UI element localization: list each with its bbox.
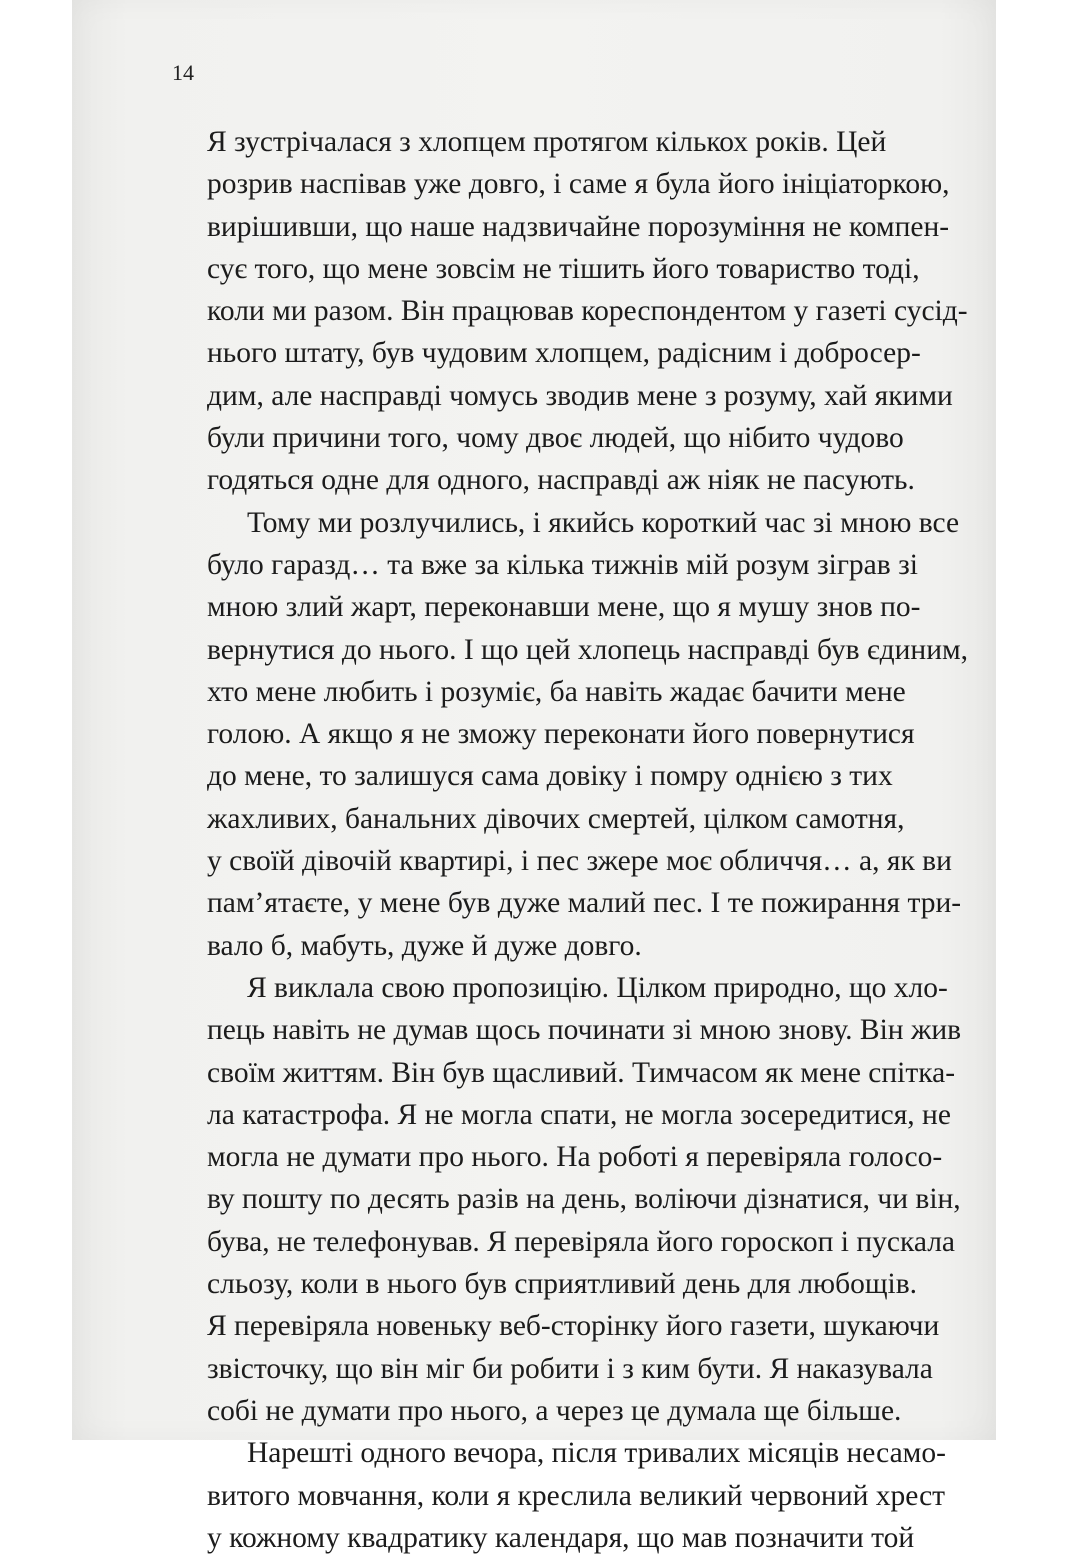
text-line: пам’ятаєте, у мене був дуже малий пес. І те пожирання три- (207, 887, 962, 920)
text-line: ла катастрофа. Я не могла спати, не могла зосередитися, не (207, 1098, 951, 1131)
text-line: пець навіть не думав щось починати зі мною знову. Він жив (207, 1014, 962, 1047)
text-line: голою. А якщо я не зможу переконати його повернутися (207, 718, 915, 751)
text-line: Я зустрічалася з хлопцем протягом кількох років. Цей (207, 126, 887, 158)
text-line: вало б, мабуть, дуже й дуже довго. (207, 929, 642, 962)
text-line: звісточку, що він міг би робити і з ким бути. Я наказувала (207, 1352, 933, 1385)
text-line: до мене, то залишуся сама довіку і помру однією з тих (207, 760, 893, 793)
body-text (207, 121, 969, 1559)
text-line: розрив наспівав уже довго, і саме я була його ініціаторкою, (207, 168, 950, 201)
text-line: бува, не телефонував. Я перевіряла його гороскоп і пускала (207, 1225, 956, 1258)
text-line: годяться одне для одного, насправді аж ніяк не пасують. (207, 464, 915, 497)
text-line: жахливих, банальних дівочих смертей, цілком самотня, (207, 802, 905, 835)
text-line: витого мовчання, коли я креслила великий червоний хрест (207, 1479, 946, 1512)
text-line: у своїй дівочій квартирі, і пес зжере моє обличчя… а, як ви (207, 845, 952, 878)
text-line: Нарешті одного вечора, після тривалих місяців несамо- (247, 1437, 946, 1470)
text-line: своїм життям. Він був щасливий. Тимчасом як мене спітка- (207, 1056, 956, 1089)
text-line: у кожному квадратику календаря, що мав позначити той (207, 1521, 915, 1554)
text-line: сує того, що мене зовсім не тішить його товариство тоді, (207, 252, 920, 285)
page-number: 14 (172, 60, 194, 85)
text-line: сльозу, коли в нього був сприятливий день для любощів. (207, 1268, 918, 1301)
text-line: собі не думати про нього, а через це думала ще більше. (207, 1394, 902, 1427)
text-line: були причини того, чому двоє людей, що нібито чудово (207, 422, 904, 455)
text-line: ву пошту по десять разів на день, воліючи дізнатися, чи він, (207, 1183, 961, 1216)
text-line: нього штату, був чудовим хлопцем, радісним і добросер- (207, 337, 921, 370)
text-line: Я виклала свою пропозицію. Цілком природно, що хло- (247, 971, 948, 1004)
text-line: Я перевіряла новеньку веб-сторінку його газети, шукаючи (207, 1310, 940, 1343)
text-line: Тому ми розлучились, і якийсь короткий час зі мною все (247, 506, 960, 539)
text-line: дим, але насправді чомусь зводив мене з розуму, хай якими (207, 379, 953, 412)
text-line: мною злий жарт, переконавши мене, що я мушу знов по- (207, 591, 921, 624)
text-line: вернутися до нього. І що цей хлопець насправді був єдиним, (207, 633, 969, 666)
text-line: коли ми разом. Він працював кореспондентом у газеті сусід- (207, 295, 968, 328)
text-line: було гаразд… та вже за кілька тижнів мій розум зіграв зі (207, 548, 918, 581)
text-line: хто мене любить і розуміє, ба навіть жадає бачити мене (207, 675, 906, 708)
text-line: могла не думати про нього. На роботі я перевіряла голосо- (207, 1141, 943, 1174)
book-page (72, 0, 996, 1554)
text-line: вирішивши, що наше надзвичайне порозуміння не компен- (207, 210, 950, 243)
